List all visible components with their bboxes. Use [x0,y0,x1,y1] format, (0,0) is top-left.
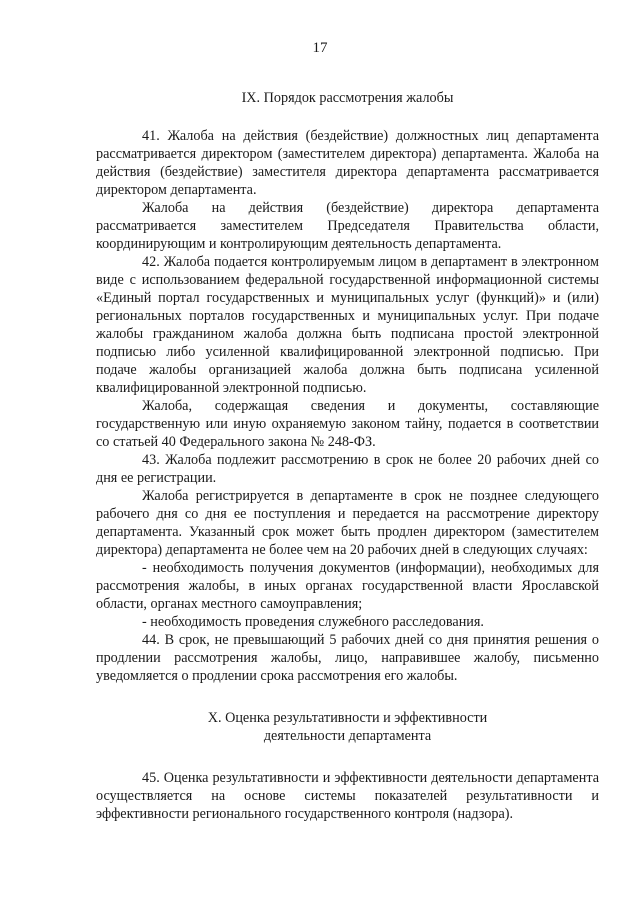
paragraph-42-secret: Жалоба, содержащая сведения и документы, составляющие государственную или иную охраняемую законом тайну, подается в соответствии со статьей 40 Федерального закона № 248-ФЗ. [96,398,599,450]
paragraph-45: 45. Оценка результативности и эффективности деятельности департамента осуществляется на основе системы показателей результативности и эффективности регионального государственного контроля (надзора). [96,770,599,822]
paragraph-42: 42. Жалоба подается контролируемым лицом в департамент в электронном виде с использованием федеральной государственной информационной системы «Единый портал государственных и муниципальных услуг (функций)» и (или) региональных порталов государственных и муниципальных услуг. При подаче жалобы гражданином жалоба должна быть подписана простой электронной подписью либо усиленной квалифицированной электронной подписью. При подаче жалобы организацией жалоба должна быть подписана усиленной квалифицированной электронной подписью. [96,254,599,396]
paragraph-44: 44. В срок, не превышающий 5 рабочих дней со дня принятия решения о продлении рассмотрения жалобы, лицо, направившее жалобу, письменно уведомляется о продлении срока рассмотрения его жалобы. [96,632,599,684]
section-10-title-line2: деятельности департамента [263,728,432,744]
paragraph-43-registration: Жалоба регистрируется в департаменте в срок не позднее следующего рабочего дня со дня ее поступления и передается на рассмотрение директору департамента. Указанный срок может быть продлен директором (заместителем директора) департамента не более чем на 20 рабочих дней в следующих случаях: [96,488,599,558]
section-10-title-line1: X. Оценка результативности и эффективности [207,710,488,726]
document-body [96,89,599,823]
paragraph-41-director: Жалоба на действия (бездействие) директора департамента рассматривается заместителем Председателя Правительства области, координирующим и контролирующим деятельность департамента. [96,200,599,252]
page-number: 17 [312,40,328,56]
section-9-title: IX. Порядок рассмотрения жалобы [241,90,454,106]
section-10-title [96,709,599,745]
paragraph-41: 41. Жалоба на действия (бездействие) должностных лиц департамента рассматривается директором (заместителем директора) департамента. Жалоба на действия (бездействие) заместителя директора департамента рассматривается директором департамента. [96,128,599,198]
paragraph-43: 43. Жалоба подлежит рассмотрению в срок не более 20 рабочих дней со дня ее регистрации. [96,452,599,486]
list-item-documents: - необходимость получения документов (информации), необходимых для рассмотрения жалобы, в иных органах государственной власти Ярославской области, органах местного самоуправления; [96,560,599,612]
list-item-investigation: - необходимость проведения служебного расследования. [142,614,484,630]
